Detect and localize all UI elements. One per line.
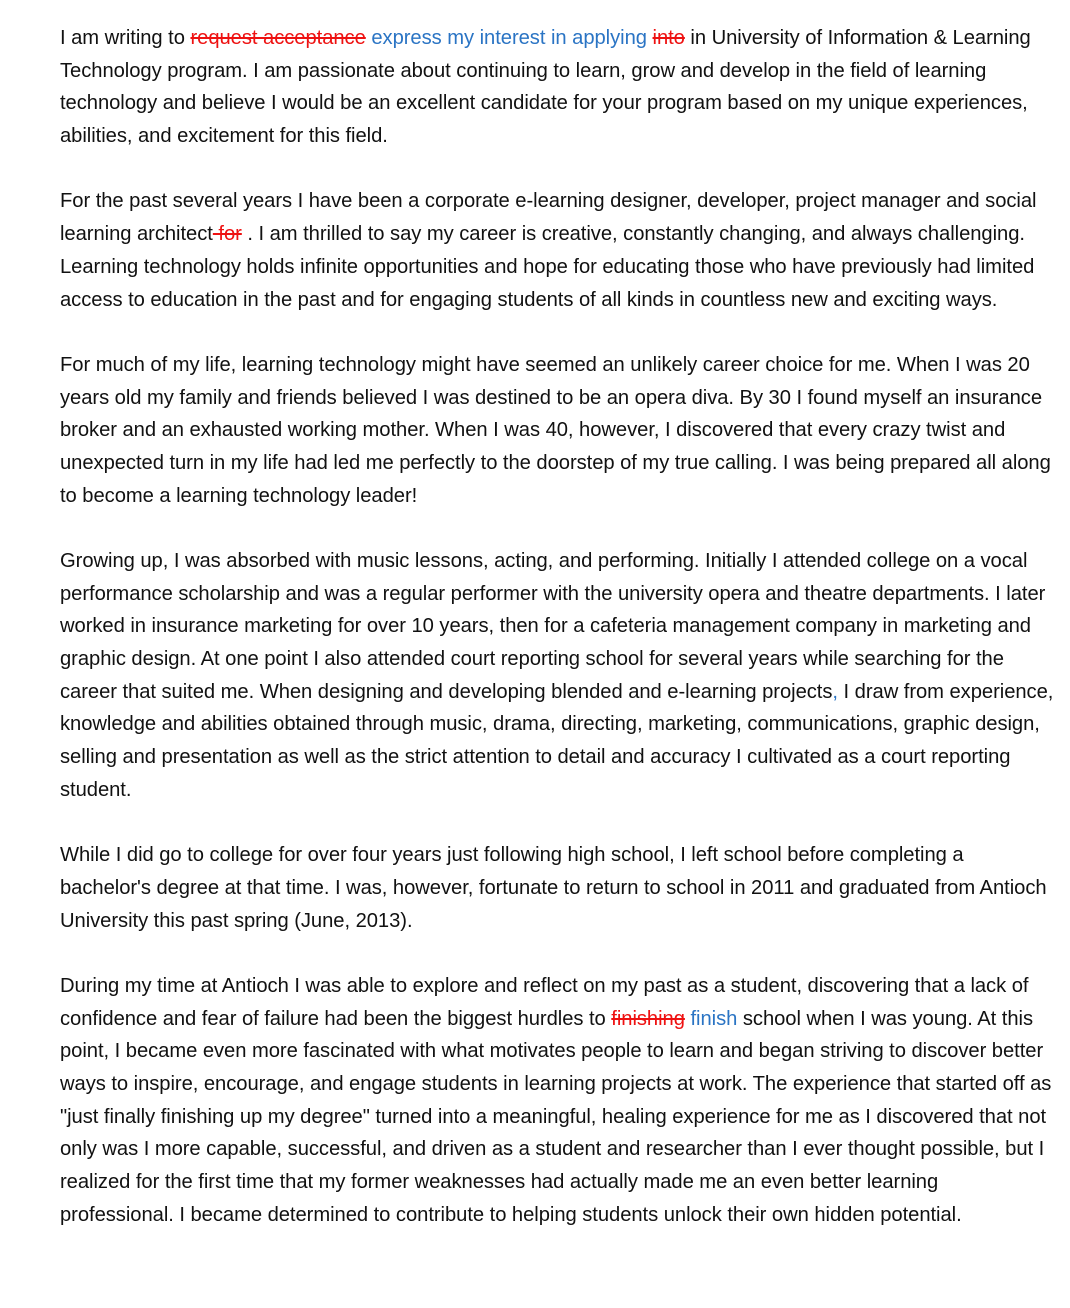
paragraph-intro[interactable] [60,22,1056,153]
tracked-deletion[interactable]: for [212,223,242,246]
tracked-deletion[interactable]: finishing [611,1007,685,1030]
text-run: For the past several years I have been a corporate e-learning designer, developer, project manager and social learning architect [60,190,1037,246]
text-run: While I did go to college for over four years just following high school, I left school before completing a bachelor's degree at that time. I was, however, fortunate to return to school in 2011 and graduated from Antioch University this past spring (June, 2013). [60,844,1047,932]
paragraph-life-story[interactable] [60,349,1056,513]
paragraph-education[interactable] [60,839,1056,937]
text-run: I draw from experience, knowledge and abilities obtained through music, drama, directing, marketing, communications, graphic design, selling and presentation as well as the strict attention to detail and accuracy I cultivated as a court reporting student. [60,680,1054,801]
paragraph-antioch[interactable] [60,970,1056,1232]
text-run: During my time at Antioch I was able to explore and reflect on my past as a student, discovering that a lack of confidence and fear of failure had been the biggest hurdles to [60,974,1029,1030]
text-run: school when I was young. At this point, I became even more fascinated with what motivates people to learn and began striving to discover better ways to inspire, encourage, and engage students in learning projects at work. The experience that started off as "just finally finishing up my degree" turned into a meaningful, healing experience for me as I discovered that not only was I more capable, successful, and driven as a student and researcher than I ever thought possible, but I realized for the first time that my former weaknesses had actually made me an even better learning professional. I became determined to contribute to helping students unlock their own hidden potential. [60,1007,1052,1226]
tracked-insertion[interactable]: finish [690,1007,738,1030]
tracked-insertion[interactable]: , [832,680,838,703]
paragraph-background[interactable] [60,545,1056,807]
text-run: . I am thrilled to say my career is creative, constantly changing, and always challenging. Learning technology holds infinite opportunities and hope for educating those who have previously had limited access to education in the past and for engaging students of all kinds in countless new and exciting ways. [60,223,1035,311]
paragraph-career[interactable] [60,185,1056,316]
text-run: in University of Information & Learning Technology program. I am passionate about continuing to learn, grow and develop in the field of learning technology and believe I would be an excellent candidate for your program based on my unique experiences, abilities, and excitement for this field. [60,27,1031,148]
text-run: I am writing to [60,27,191,49]
text-run: Growing up, I was absorbed with music lessons, acting, and performing. Initially I attended college on a vocal performance scholarship and was a regular performer with the university opera and theatre departments. I later worked in insurance marketing for over 10 years, then for a cafeteria management company in marketing and graphic design. At one point I also attended court reporting school for several years while searching for the career that suited me. When designing and developing blended and e-learning projects [60,549,1046,703]
text-run: For much of my life, learning technology might have seemed an unlikely career choice for me. When I was 20 years old my family and friends believed I was destined to be an opera diva. By 30 I found myself an insurance broker and an exhausted working mother. When I was 40, however, I discovered that every crazy twist and unexpected turn in my life had led me perfectly to the doorstep of my true calling. I was being prepared all along to become a learning technology leader! [60,353,1051,507]
tracked-deletion[interactable]: request acceptance [190,27,366,49]
tracked-insertion[interactable]: express my interest in applying [371,27,647,49]
tracked-deletion[interactable]: into [652,27,685,49]
